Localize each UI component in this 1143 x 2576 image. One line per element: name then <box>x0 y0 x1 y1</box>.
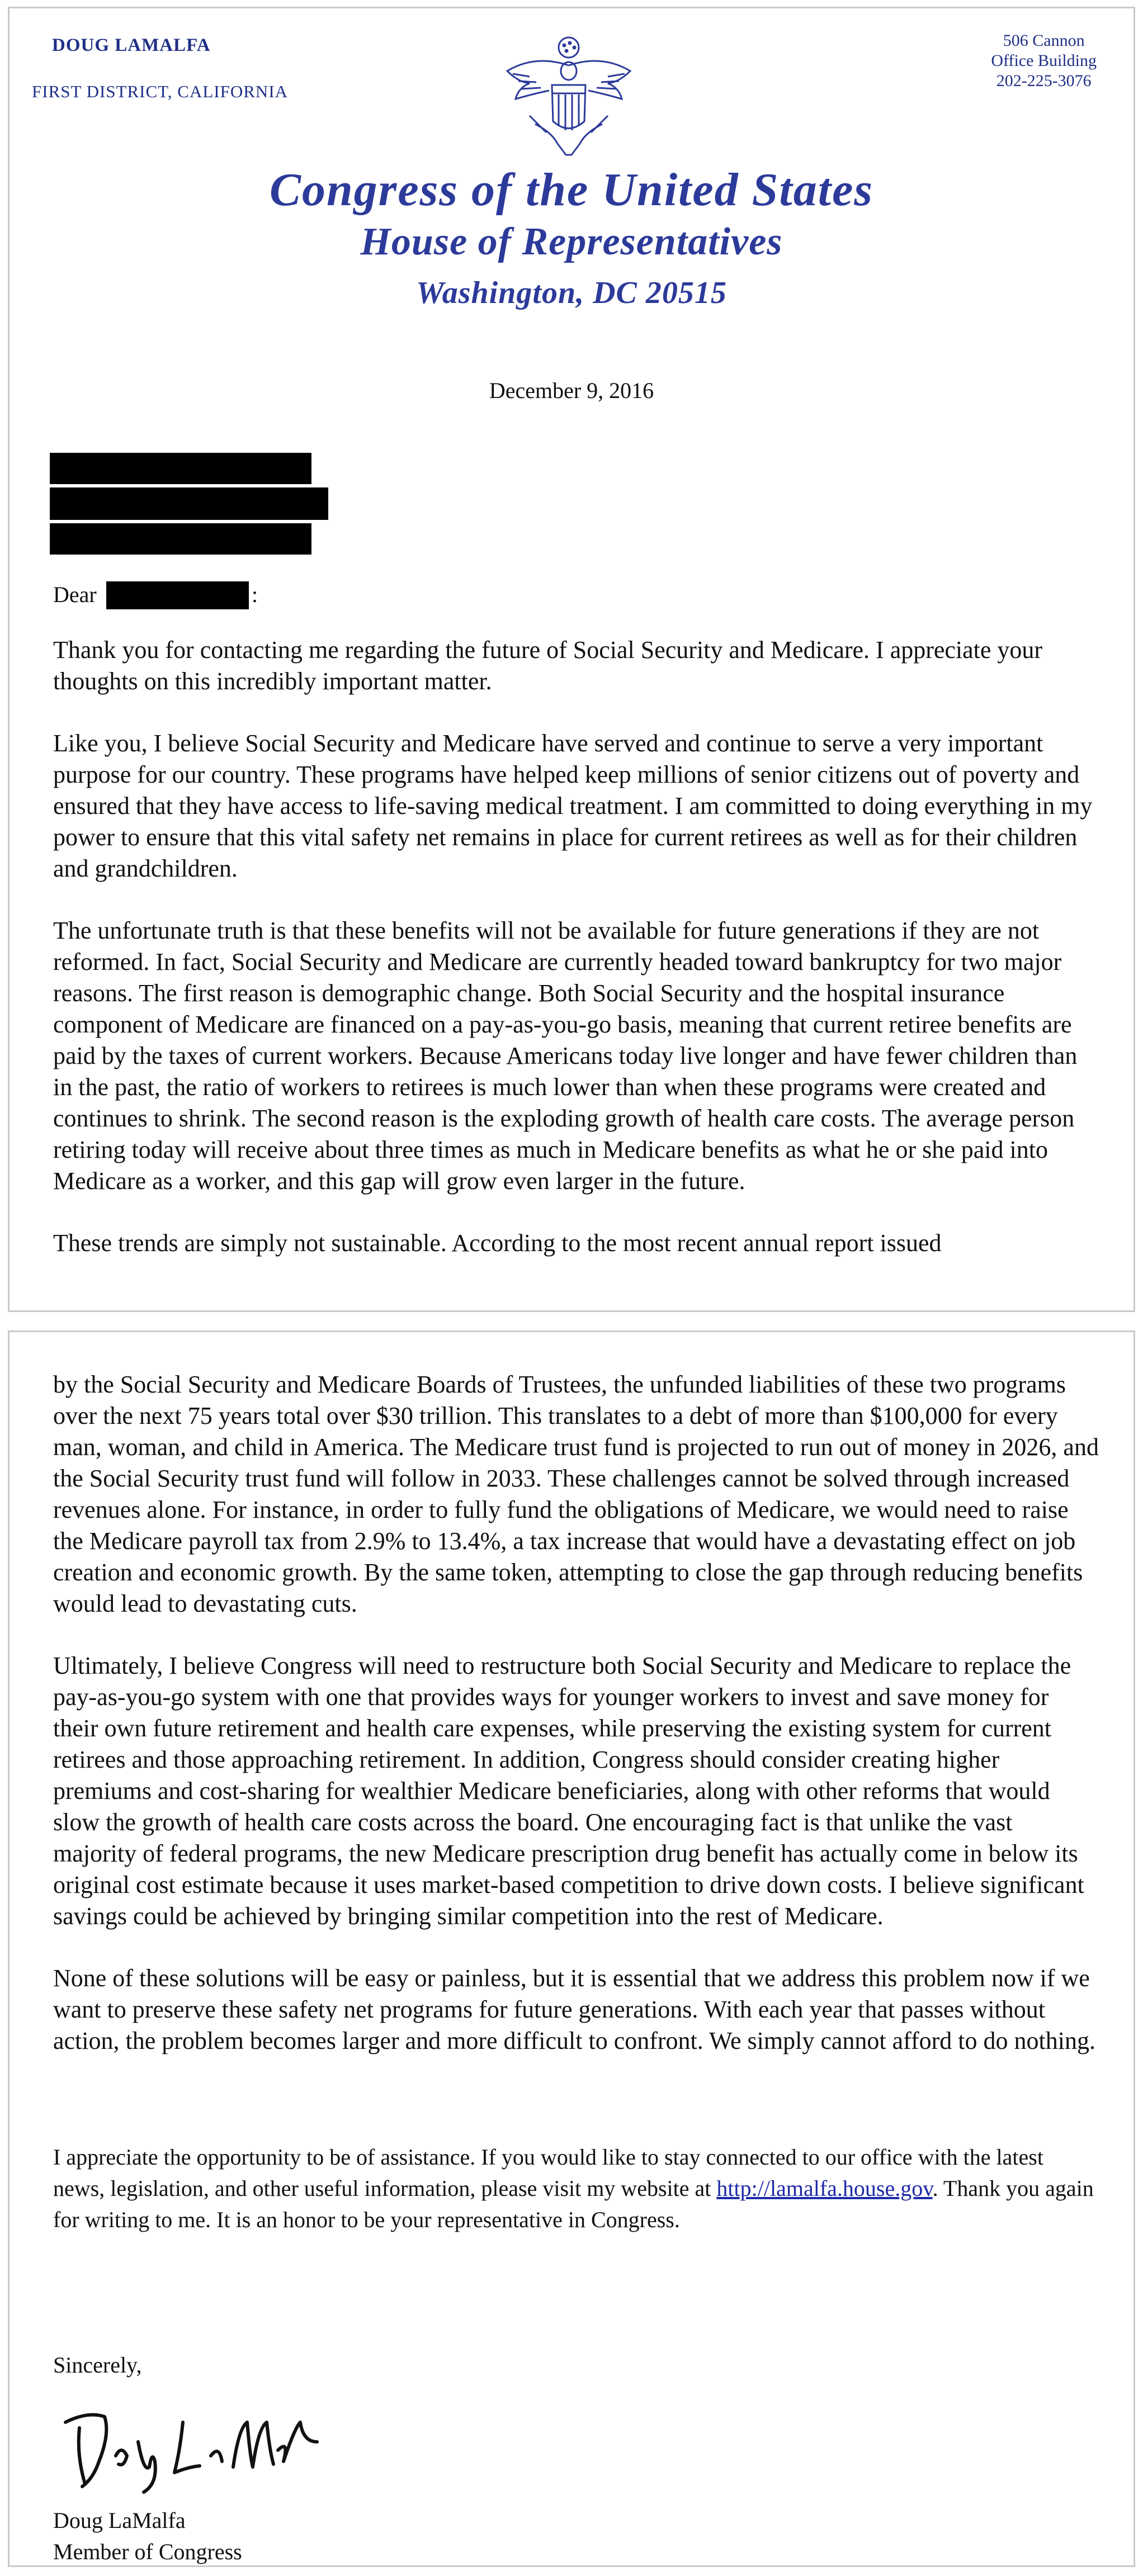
signer-title: Member of Congress <box>53 2539 242 2564</box>
masthead <box>10 162 1133 320</box>
letter-body-page-1 <box>53 634 1099 1290</box>
valediction: Sincerely, <box>53 2352 142 2378</box>
salutation <box>53 581 258 608</box>
office-line: 202-225-3076 <box>996 72 1092 90</box>
letter-date: December 9, 2016 <box>489 378 654 403</box>
signer-block <box>53 2505 1099 2568</box>
body-paragraph: by the Social Security and Medicare Boards of Trustees, the unfunded liabilities of these two programs over the next 75 years total over $30 trillion. This translates to a debt of more than $100,000 for every man, woman, and child in America. The Medicare trust fund is projected to run out of money in 2026, and the Social Security trust fund will follow in 2033. These challenges cannot be solved through increased revenues alone. For instance, in order to fully fund the obligations of Medicare, we would need to raise the Medicare payroll tax from 2.9% to 13.4%, a tax increase that would have a devastating effect on job creation and economic growth. By the same token, attempting to close the gap through reducing benefits would lead to devastating cuts. <box>53 1371 1099 1617</box>
website-link[interactable]: http://lamalfa.house.gov <box>716 2176 933 2201</box>
redacted-recipient-name <box>106 581 249 609</box>
office-line: Office Building <box>991 51 1097 70</box>
letter-page-2 <box>8 1330 1135 2567</box>
body-paragraph: None of these solutions will be easy or painless, but it is essential that we address this problem now if we want to preserve these safety net programs for future generations. With each year that passes without action, the problem becomes larger and more difficult to confront. We simply cannot afford to do nothing. <box>53 1964 1095 2054</box>
district-label: FIRST DISTRICT, CALIFORNIA <box>32 82 289 101</box>
body-paragraph: Like you, I believe Social Security and Medicare have served and continue to serve a very important purpose for our country. These programs have helped keep millions of senior citizens out of poverty and ensured that they have access to life-saving medical treatment. I am committed to doing everything in my power to ensure that this vital safety net remains in place for current retirees as well as for their children and grandchildren. <box>53 730 1093 882</box>
handwritten-signature <box>54 2389 323 2501</box>
masthead-congress: Congress of the United States <box>269 164 874 216</box>
signer-name: Doug LaMalfa <box>53 2508 186 2533</box>
redacted-address-line <box>50 523 311 555</box>
eagle-seal-icon <box>496 32 641 160</box>
salutation-dear: Dear <box>53 582 97 607</box>
body-paragraph: The unfortunate truth is that these benefits will not be available for future generations if they are not reformed. In fact, Social Security and Medicare are currently headed toward bankruptcy for two major reasons. The first reason is demographic change. Both Social Security and the hospital insurance component of Medicare are financed on a pay-as-you-go basis, meaning that current retiree benefits are paid by the taxes of current workers. Because Americans today live longer and have fewer children than in the past, the ratio of workers to retirees is much lower than when these programs were created and continues to shrink. The second reason is the exploding growth of health care costs. The average person retiring today will receive about three times as much in Medicare benefits as what he or she paid into Medicare as a worker, and this gap will grow even larger in the future. <box>53 917 1078 1195</box>
redacted-address-line <box>50 453 311 484</box>
body-paragraph: Thank you for contacting me regarding the future of Social Security and Medicare. I appreciate your thoughts on this incredibly important matter. <box>53 636 1043 695</box>
redacted-address-line <box>50 487 328 520</box>
letter-page-1 <box>8 7 1135 1312</box>
body-paragraph: Ultimately, I believe Congress will need to restructure both Social Security and Medicare to replace the pay-as-you-go system with one that provides ways for younger workers to invest and save money for their own future retirement and health care expenses, while preserving the existing system for current retirees and those approaching retirement. In addition, Congress should consider creating higher premiums and cost-sharing for wealthier Medicare beneficiaries, along with other reforms that would slow the growth of health care costs across the board. One encouraging fact is that unlike the vast majority of federal programs, the new Medicare prescription drug benefit has actually come in below its original cost estimate because it uses market-based competition to drive down costs. I believe significant savings could be achieved by bringing similar competition into the rest of Medicare. <box>53 1652 1084 1930</box>
office-line: 506 Cannon <box>1003 31 1085 50</box>
office-address <box>991 31 1097 91</box>
masthead-city: Washington, DC 20515 <box>416 276 727 310</box>
letterhead-left <box>32 35 288 102</box>
salutation-colon: : <box>252 582 258 607</box>
closing-text-end: . Thank you again for writing to me. It is an honor to be your representative in Congress. <box>53 2176 1094 2232</box>
body-paragraph: These trends are simply not sustainable. According to the most recent annual report issued <box>53 1229 942 1257</box>
masthead-house: House of Representatives <box>360 220 783 263</box>
closing-text: I appreciate the opportunity to be of assistance. If you would like to stay connected to our office with the latest news, legislation, and other useful information, please visit my website at <box>53 2144 1043 2201</box>
member-name: DOUG LAMALFA <box>52 35 211 55</box>
closing-paragraph <box>53 2142 1099 2236</box>
letter-body-page-2 <box>53 1369 1099 2057</box>
